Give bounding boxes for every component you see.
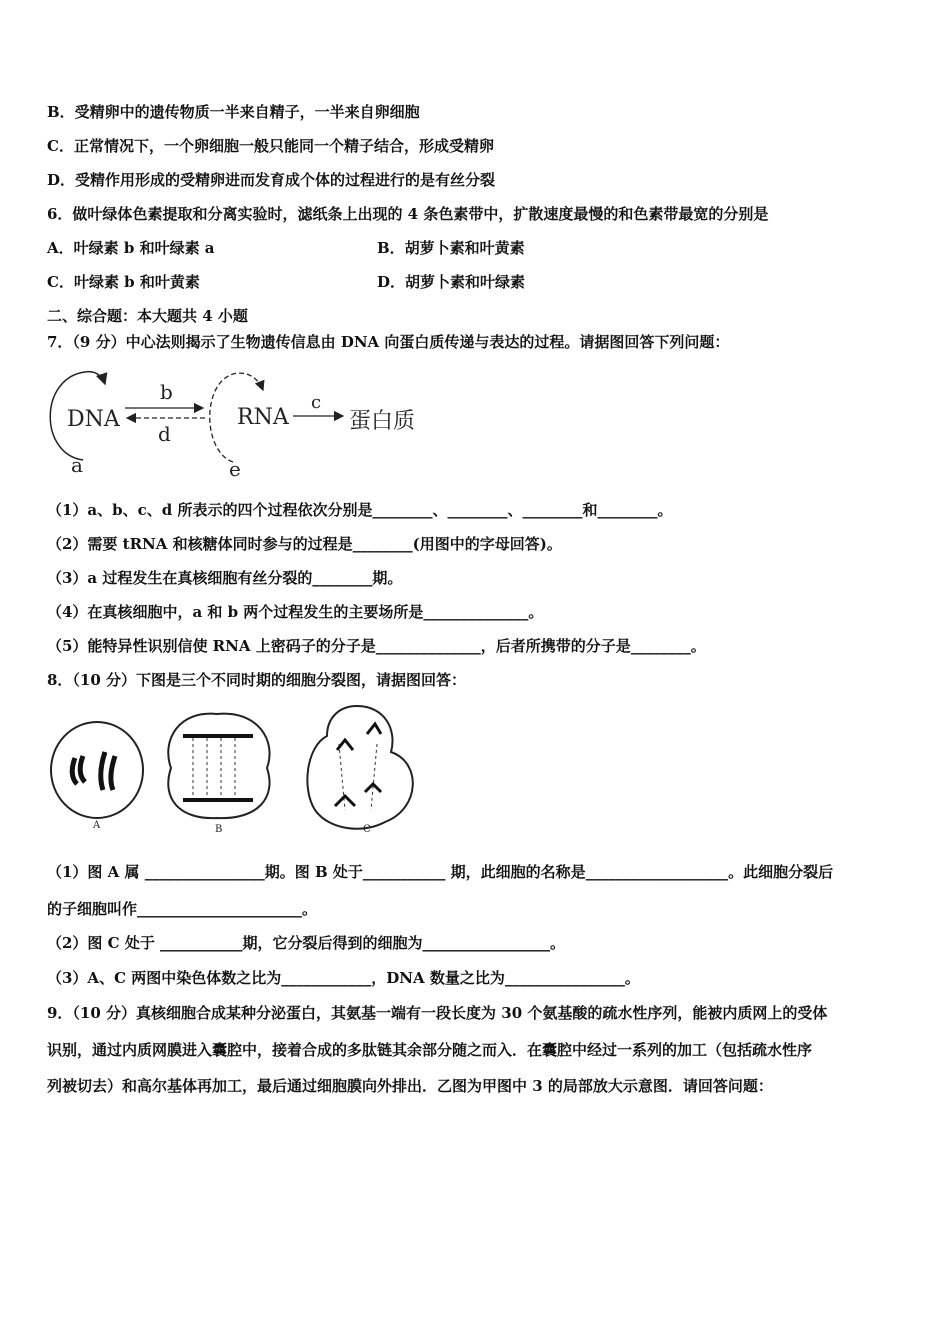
q9-line2: 识别，通过内质网膜进入囊腔中，接着合成的多肽链其余部分随之而入．在囊腔中经过一系列的加工（包括疏水性序 (47, 1041, 813, 1059)
q9-line1: 9．（10 分）真核细胞合成某种分泌蛋白，其氨基一端有一段长度为 30 个氨基酸的疏水性序列，能被内质网上的受体 (47, 1004, 828, 1022)
label-dna: DNA (67, 407, 120, 432)
q5-option-b: B．受精卵中的遗传物质一半来自精子，一半来自卵细胞 (47, 103, 420, 121)
q7-sub3: （3）a 过程发生在真核细胞有丝分裂的________期。 (47, 569, 403, 587)
label-d: d (158, 422, 171, 446)
q7-sub2: （2）需要 tRNA 和核糖体同时参与的过程是________(用图中的字母回答)。 (47, 535, 562, 553)
section-heading: 二、综合题：本大题共 4 小题 (47, 307, 248, 325)
cell-b (168, 714, 269, 835)
q8-sub1-line1: （1）图 A 属 ________________期。图 B 处于___________ 期，此细胞的名称是___________________。此细胞分裂后 (47, 863, 834, 881)
q8-sub3: （3）A、C 两图中染色体数之比为____________，DNA 数量之比为________________。 (47, 969, 640, 987)
q6-stem: 6．做叶绿体色素提取和分离实验时，滤纸条上出现的 4 条色素带中，扩散速度最慢的和色素带最宽的分别是 (47, 205, 769, 223)
cell-c (307, 706, 412, 835)
cell-a-label: A (93, 820, 101, 831)
central-dogma-diagram (45, 366, 435, 481)
q8-stem: 8．（10 分）下图是三个不同时期的细胞分裂图，请据图回答： (47, 671, 467, 689)
q5-option-d: D．受精作用形成的受精卵进而发育成个体的过程进行的是有丝分裂 (47, 171, 496, 189)
cell-b-label: B (215, 824, 223, 835)
q7-sub4: （4）在真核细胞中，a 和 b 两个过程发生的主要场所是______________。 (47, 603, 544, 621)
cell-a (51, 722, 143, 831)
label-b: b (160, 380, 173, 404)
q8-sub2: （2）图 C 处于 ___________期，它分裂后得到的细胞为_________________。 (47, 934, 566, 952)
cell-c-label: C (363, 824, 371, 835)
label-c: c (311, 392, 322, 413)
label-a: a (71, 453, 83, 477)
q9-line3: 列被切去）和高尔基体再加工，最后通过细胞膜向外排出．乙图为甲图中 3 的局部放大示意图．请回答问题： (47, 1077, 773, 1095)
q6-option-a: A．叶绿素 b 和叶绿素 a (47, 239, 215, 257)
q7-sub5: （5）能特异性识别信使 RNA 上密码子的分子是______________，后者所携带的分子是________。 (47, 637, 706, 655)
q8-sub1-line2: 的子细胞叫作______________________。 (47, 900, 318, 918)
q7-stem: 7．（9 分）中心法则揭示了生物遗传信息由 DNA 向蛋白质传递与表达的过程。请据图回答下列问题： (47, 333, 730, 351)
q7-sub1: （1）a、b、c、d 所表示的四个过程依次分别是________、________、________和________。 (47, 501, 673, 519)
cell-division-figure (45, 700, 425, 840)
label-protein: 蛋白质 (349, 409, 416, 434)
q5-option-c: C．正常情况下，一个卵细胞一般只能同一个精子结合，形成受精卵 (47, 137, 494, 155)
label-e: e (229, 457, 241, 481)
label-rna: RNA (237, 405, 289, 430)
q6-option-b: B．胡萝卜素和叶黄素 (377, 239, 525, 257)
q6-option-c: C．叶绿素 b 和叶黄素 (47, 273, 200, 291)
q6-option-d: D．胡萝卜素和叶绿素 (377, 273, 526, 291)
